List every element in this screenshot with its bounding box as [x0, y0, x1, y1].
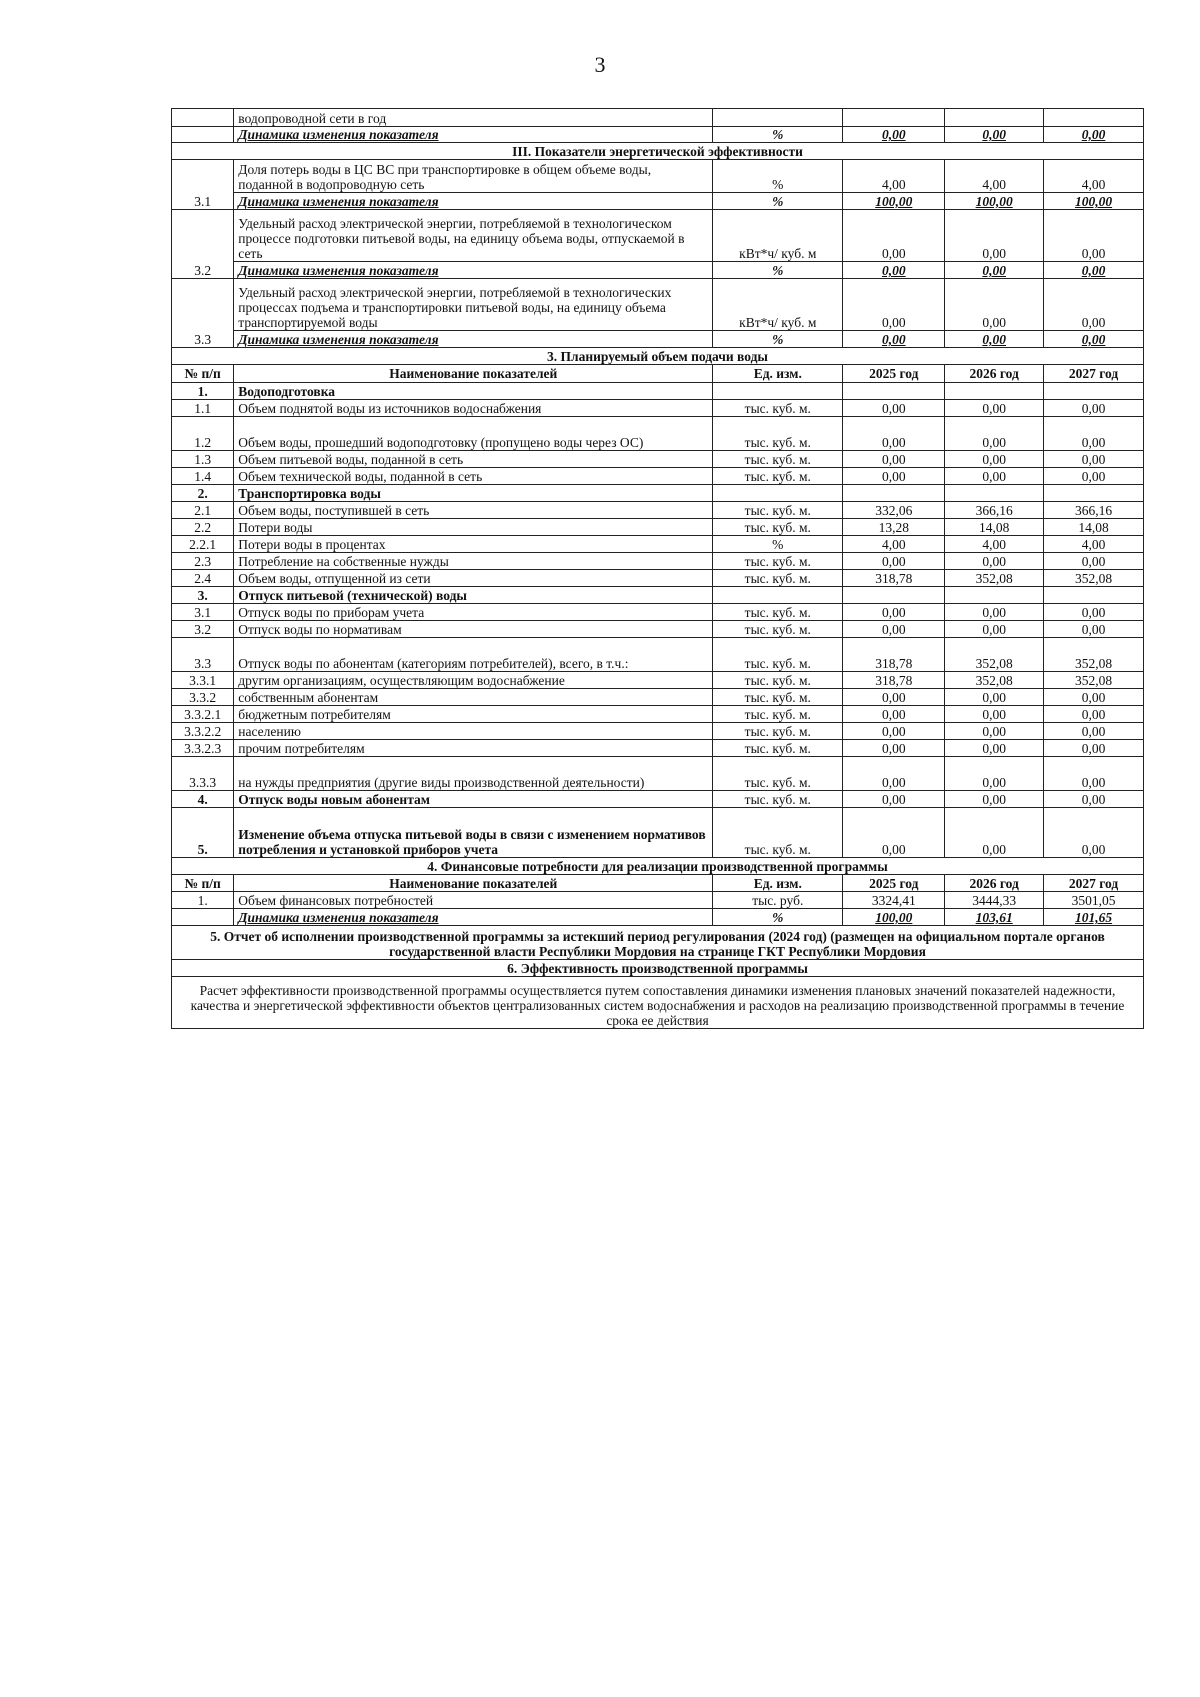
value-2026: 366,16	[945, 502, 1044, 519]
table-row	[172, 808, 1144, 858]
value-2026: 4,00	[945, 160, 1044, 193]
indicator-name: Потери воды	[234, 519, 713, 536]
indicator-name: Удельный расход электрической энергии, потребляемой в технологических процессах подъема и транспортировки питьевой воды, на единицу объема транспортируемой воды	[234, 279, 713, 331]
value-2027: 366,16	[1044, 502, 1144, 519]
value-2026: 0,00	[945, 689, 1044, 706]
value-2027: 0,00	[1044, 279, 1144, 331]
row-number: 3.1	[172, 160, 234, 210]
section-efficiency	[172, 960, 1144, 977]
group-row	[172, 587, 1144, 604]
unit-cell	[713, 109, 843, 127]
row-number: 3.3	[172, 279, 234, 348]
value-2027	[1044, 383, 1144, 400]
value-2026: 0,00	[945, 262, 1044, 279]
value-2025: 0,00	[843, 127, 945, 143]
table-row	[172, 621, 1144, 638]
unit-cell: тыс. куб. м.	[713, 570, 843, 587]
column-header-num: № п/п	[172, 365, 234, 383]
value-2026: 0,00	[945, 706, 1044, 723]
value-2027: 0,00	[1044, 808, 1144, 858]
indicator-name: Объем питьевой воды, поданной в сеть	[234, 451, 713, 468]
column-header-y2026: 2026 год	[945, 875, 1044, 892]
group-row	[172, 485, 1144, 502]
value-2025	[843, 383, 945, 400]
unit-cell: кВт*ч/ куб. м	[713, 279, 843, 331]
unit-cell: тыс. куб. м.	[713, 808, 843, 858]
value-2026: 100,00	[945, 193, 1044, 210]
column-header-num: № п/п	[172, 875, 234, 892]
indicator-name: Динамика изменения показателя	[234, 127, 713, 143]
value-2027: 0,00	[1044, 757, 1144, 791]
value-2025	[843, 485, 945, 502]
row-number: 2.3	[172, 553, 234, 570]
indicator-name: Транспортировка воды	[234, 485, 713, 502]
table-row	[172, 570, 1144, 587]
table-row	[172, 706, 1144, 723]
efficiency-text-row	[172, 977, 1144, 1029]
value-2026: 4,00	[945, 536, 1044, 553]
value-2027: 0,00	[1044, 210, 1144, 262]
table-row	[172, 109, 1144, 127]
unit-cell: %	[713, 160, 843, 193]
indicator-name: Динамика изменения показателя	[234, 331, 713, 348]
table-row	[172, 723, 1144, 740]
value-2025: 318,78	[843, 638, 945, 672]
value-2027: 352,08	[1044, 638, 1144, 672]
value-2026: 0,00	[945, 723, 1044, 740]
table-row	[172, 451, 1144, 468]
value-2027: 4,00	[1044, 536, 1144, 553]
indicator-name: Отпуск питьевой (технической) воды	[234, 587, 713, 604]
row-number: 1.2	[172, 417, 234, 451]
value-2026: 14,08	[945, 519, 1044, 536]
section-finance-title: 4. Финансовые потребности для реализации производственной программы	[172, 858, 1144, 875]
unit-cell: тыс. куб. м.	[713, 468, 843, 485]
section-water-volume	[172, 348, 1144, 365]
unit-cell: тыс. куб. м.	[713, 689, 843, 706]
indicator-name: Потери воды в процентах	[234, 536, 713, 553]
value-2025: 0,00	[843, 331, 945, 348]
value-2027	[1044, 485, 1144, 502]
energy-indicator-row	[172, 160, 1144, 193]
value-2027: 0,00	[1044, 706, 1144, 723]
section-finance	[172, 858, 1144, 875]
value-2027: 0,00	[1044, 451, 1144, 468]
indicators-table-body	[172, 109, 1144, 1029]
energy-indicator-row	[172, 210, 1144, 262]
value-2025: 0,00	[843, 417, 945, 451]
unit-cell: тыс. руб.	[713, 892, 843, 909]
value-2025: 0,00	[843, 723, 945, 740]
value-2025: 0,00	[843, 400, 945, 417]
row-number	[172, 127, 234, 143]
row-number: 3.3.2.1	[172, 706, 234, 723]
value-2025: 0,00	[843, 553, 945, 570]
row-number: 1.1	[172, 400, 234, 417]
indicator-name: Изменение объема отпуска питьевой воды в связи с изменением нормативов потребления и установкой приборов учета	[234, 808, 713, 858]
value-2026: 352,08	[945, 672, 1044, 689]
column-header-unit: Ед. изм.	[713, 875, 843, 892]
row-number: 3.3.2.3	[172, 740, 234, 757]
value-2025: 100,00	[843, 193, 945, 210]
row-number: 3.2	[172, 210, 234, 279]
value-2026: 0,00	[945, 417, 1044, 451]
value-2026	[945, 587, 1044, 604]
value-2027	[1044, 109, 1144, 127]
value-2026: 0,00	[945, 210, 1044, 262]
dynamics-row	[172, 127, 1144, 143]
value-2027: 0,00	[1044, 689, 1144, 706]
value-2027: 0,00	[1044, 127, 1144, 143]
energy-indicator-row	[172, 279, 1144, 331]
value-2025: 0,00	[843, 262, 945, 279]
value-2027: 352,08	[1044, 570, 1144, 587]
unit-cell: тыс. куб. м.	[713, 638, 843, 672]
value-2026: 3444,33	[945, 892, 1044, 909]
dynamics-row	[172, 331, 1144, 348]
value-2026: 0,00	[945, 279, 1044, 331]
indicator-name: другим организациям, осуществляющим водоснабжение	[234, 672, 713, 689]
value-2027: 3501,05	[1044, 892, 1144, 909]
unit-cell	[713, 587, 843, 604]
unit-cell: тыс. куб. м.	[713, 723, 843, 740]
dynamics-row	[172, 262, 1144, 279]
dynamics-row	[172, 909, 1144, 926]
column-header-y2027: 2027 год	[1044, 875, 1144, 892]
value-2025: 0,00	[843, 210, 945, 262]
efficiency-text: Расчет эффективности производственной программы осуществляется путем сопоставления динамики изменения плановых значений показателей надежности, качества и энергетической эффективности объектов централизованных систем водоснабжения и расходов на реализацию производственной программы в течение срока ее действия	[172, 977, 1144, 1029]
column-header-y2025: 2025 год	[843, 875, 945, 892]
value-2026: 0,00	[945, 331, 1044, 348]
row-number: 1.4	[172, 468, 234, 485]
value-2027: 0,00	[1044, 331, 1144, 348]
column-header-name: Наименование показателей	[234, 875, 713, 892]
value-2027: 0,00	[1044, 468, 1144, 485]
indicator-name: Удельный расход электрической энергии, потребляемой в технологическом процессе подготовки питьевой воды, на единицу объема воды, отпускаемой в сеть	[234, 210, 713, 262]
unit-cell: тыс. куб. м.	[713, 757, 843, 791]
row-number: 2.4	[172, 570, 234, 587]
indicator-name: собственным абонентам	[234, 689, 713, 706]
column-header-y2027: 2027 год	[1044, 365, 1144, 383]
table-row	[172, 638, 1144, 672]
value-2026: 0,00	[945, 791, 1044, 808]
indicator-name: Объем воды, поступившей в сеть	[234, 502, 713, 519]
value-2027: 352,08	[1044, 672, 1144, 689]
section-water-volume-title: 3. Планируемый объем подачи воды	[172, 348, 1144, 365]
section-energy-efficiency	[172, 143, 1144, 160]
unit-cell: тыс. куб. м.	[713, 706, 843, 723]
value-2025: 0,00	[843, 791, 945, 808]
row-number: 2.2.1	[172, 536, 234, 553]
value-2026: 0,00	[945, 757, 1044, 791]
indicators-table	[171, 108, 1144, 1029]
column-header-y2026: 2026 год	[945, 365, 1044, 383]
value-2025: 0,00	[843, 706, 945, 723]
value-2027: 14,08	[1044, 519, 1144, 536]
row-number: 1.	[172, 892, 234, 909]
value-2026: 352,08	[945, 570, 1044, 587]
value-2027	[1044, 587, 1144, 604]
dynamics-row	[172, 193, 1144, 210]
report-section-title: 5. Отчет об исполнении производственной программы за истекший период регулирования (2024 год) (размещен на официальном портале органов государственной власти Республики Мордовия на странице ГКТ Республики Мордовия	[172, 926, 1144, 960]
unit-cell: %	[713, 127, 843, 143]
indicator-name: Отпуск воды по абонентам (категориям потребителей), всего, в т.ч.:	[234, 638, 713, 672]
section-energy-efficiency-title: III. Показатели энергетической эффективности	[172, 143, 1144, 160]
group-row	[172, 383, 1144, 400]
value-2025: 4,00	[843, 160, 945, 193]
table-row	[172, 757, 1144, 791]
row-number: 1.	[172, 383, 234, 400]
indicator-name: водопроводной сети в год	[234, 109, 713, 127]
value-2026: 0,00	[945, 468, 1044, 485]
table-row	[172, 502, 1144, 519]
value-2025: 0,00	[843, 757, 945, 791]
row-number: 3.1	[172, 604, 234, 621]
table-row	[172, 892, 1144, 909]
row-number: 3.3.3	[172, 757, 234, 791]
unit-cell: тыс. куб. м.	[713, 672, 843, 689]
unit-cell: %	[713, 536, 843, 553]
unit-cell: тыс. куб. м.	[713, 519, 843, 536]
row-number: 2.	[172, 485, 234, 502]
value-2025: 0,00	[843, 740, 945, 757]
value-2025: 4,00	[843, 536, 945, 553]
unit-cell: тыс. куб. м.	[713, 740, 843, 757]
table-row	[172, 468, 1144, 485]
column-header-unit: Ед. изм.	[713, 365, 843, 383]
value-2027: 0,00	[1044, 621, 1144, 638]
row-number: 2.2	[172, 519, 234, 536]
row-number: 4.	[172, 791, 234, 808]
unit-cell: тыс. куб. м.	[713, 400, 843, 417]
value-2026: 0,00	[945, 451, 1044, 468]
value-2025: 100,00	[843, 909, 945, 926]
value-2027: 0,00	[1044, 262, 1144, 279]
page-number: 3	[594, 52, 606, 77]
value-2026: 352,08	[945, 638, 1044, 672]
value-2025: 0,00	[843, 689, 945, 706]
row-number: 2.1	[172, 502, 234, 519]
value-2026: 0,00	[945, 127, 1044, 143]
value-2027: 0,00	[1044, 791, 1144, 808]
value-2026: 0,00	[945, 621, 1044, 638]
value-2025: 318,78	[843, 672, 945, 689]
indicator-name: Объем поднятой воды из источников водоснабжения	[234, 400, 713, 417]
table-row	[172, 536, 1144, 553]
value-2027: 0,00	[1044, 604, 1144, 621]
row-number	[172, 909, 234, 926]
value-2025: 13,28	[843, 519, 945, 536]
unit-cell: тыс. куб. м.	[713, 502, 843, 519]
value-2027: 0,00	[1044, 553, 1144, 570]
value-2025: 0,00	[843, 621, 945, 638]
value-2025: 0,00	[843, 808, 945, 858]
row-number: 3.3	[172, 638, 234, 672]
indicator-name: прочим потребителям	[234, 740, 713, 757]
unit-cell	[713, 485, 843, 502]
unit-cell	[713, 383, 843, 400]
value-2025: 0,00	[843, 451, 945, 468]
row-number: 3.3.2	[172, 689, 234, 706]
unit-cell: %	[713, 262, 843, 279]
value-2027: 0,00	[1044, 417, 1144, 451]
unit-cell: %	[713, 331, 843, 348]
row-number: 5.	[172, 808, 234, 858]
table-row	[172, 417, 1144, 451]
value-2025: 332,06	[843, 502, 945, 519]
value-2026: 0,00	[945, 808, 1044, 858]
value-2025: 0,00	[843, 279, 945, 331]
indicator-name: Объем технической воды, поданной в сеть	[234, 468, 713, 485]
value-2025: 0,00	[843, 604, 945, 621]
value-2026: 0,00	[945, 400, 1044, 417]
value-2026	[945, 485, 1044, 502]
value-2027: 0,00	[1044, 723, 1144, 740]
indicator-name: Потребление на собственные нужды	[234, 553, 713, 570]
indicator-name: Объем воды, прошедший водоподготовку (пропущено воды через ОС)	[234, 417, 713, 451]
table-header-row	[172, 875, 1144, 892]
value-2027: 0,00	[1044, 740, 1144, 757]
unit-cell: тыс. куб. м.	[713, 604, 843, 621]
value-2025: 0,00	[843, 468, 945, 485]
value-2026: 103,61	[945, 909, 1044, 926]
table-header-row	[172, 365, 1144, 383]
value-2027: 101,65	[1044, 909, 1144, 926]
indicator-name: Объем воды, отпущенной из сети	[234, 570, 713, 587]
value-2026	[945, 109, 1044, 127]
table-row	[172, 740, 1144, 757]
row-number: 1.3	[172, 451, 234, 468]
row-number: 3.2	[172, 621, 234, 638]
section-report	[172, 926, 1144, 960]
value-2025	[843, 109, 945, 127]
column-header-y2025: 2025 год	[843, 365, 945, 383]
indicator-name: Отпуск воды новым абонентам	[234, 791, 713, 808]
value-2027: 0,00	[1044, 400, 1144, 417]
indicator-name: бюджетным потребителям	[234, 706, 713, 723]
indicator-name: Отпуск воды по нормативам	[234, 621, 713, 638]
value-2026	[945, 383, 1044, 400]
indicator-name: на нужды предприятия (другие виды производственной деятельности)	[234, 757, 713, 791]
table-row	[172, 553, 1144, 570]
indicator-name: Динамика изменения показателя	[234, 909, 713, 926]
unit-cell: тыс. куб. м.	[713, 553, 843, 570]
row-number: 3.3.2.2	[172, 723, 234, 740]
section-efficiency-title: 6. Эффективность производственной программы	[172, 960, 1144, 977]
indicator-name: Отпуск воды по приборам учета	[234, 604, 713, 621]
indicator-name: Водоподготовка	[234, 383, 713, 400]
value-2025	[843, 587, 945, 604]
value-2025: 318,78	[843, 570, 945, 587]
value-2027: 4,00	[1044, 160, 1144, 193]
table-row	[172, 791, 1144, 808]
indicator-name: Объем финансовых потребностей	[234, 892, 713, 909]
unit-cell: тыс. куб. м.	[713, 621, 843, 638]
unit-cell: кВт*ч/ куб. м	[713, 210, 843, 262]
column-header-name: Наименование показателей	[234, 365, 713, 383]
unit-cell: %	[713, 909, 843, 926]
row-number: 3.	[172, 587, 234, 604]
value-2026: 0,00	[945, 553, 1044, 570]
unit-cell: тыс. куб. м.	[713, 791, 843, 808]
value-2026: 0,00	[945, 604, 1044, 621]
indicator-name: Доля потерь воды в ЦС ВС при транспортировке в общем объеме воды, поданной в водопроводную сеть	[234, 160, 713, 193]
value-2026: 0,00	[945, 740, 1044, 757]
table-row	[172, 672, 1144, 689]
indicator-name: Динамика изменения показателя	[234, 262, 713, 279]
value-2027: 100,00	[1044, 193, 1144, 210]
table-row	[172, 689, 1144, 706]
unit-cell: тыс. куб. м.	[713, 451, 843, 468]
row-number	[172, 109, 234, 127]
value-2025: 3324,41	[843, 892, 945, 909]
table-row	[172, 519, 1144, 536]
table-row	[172, 604, 1144, 621]
indicator-name: Динамика изменения показателя	[234, 193, 713, 210]
table-row	[172, 400, 1144, 417]
indicator-name: населению	[234, 723, 713, 740]
unit-cell: тыс. куб. м.	[713, 417, 843, 451]
unit-cell: %	[713, 193, 843, 210]
row-number: 3.3.1	[172, 672, 234, 689]
